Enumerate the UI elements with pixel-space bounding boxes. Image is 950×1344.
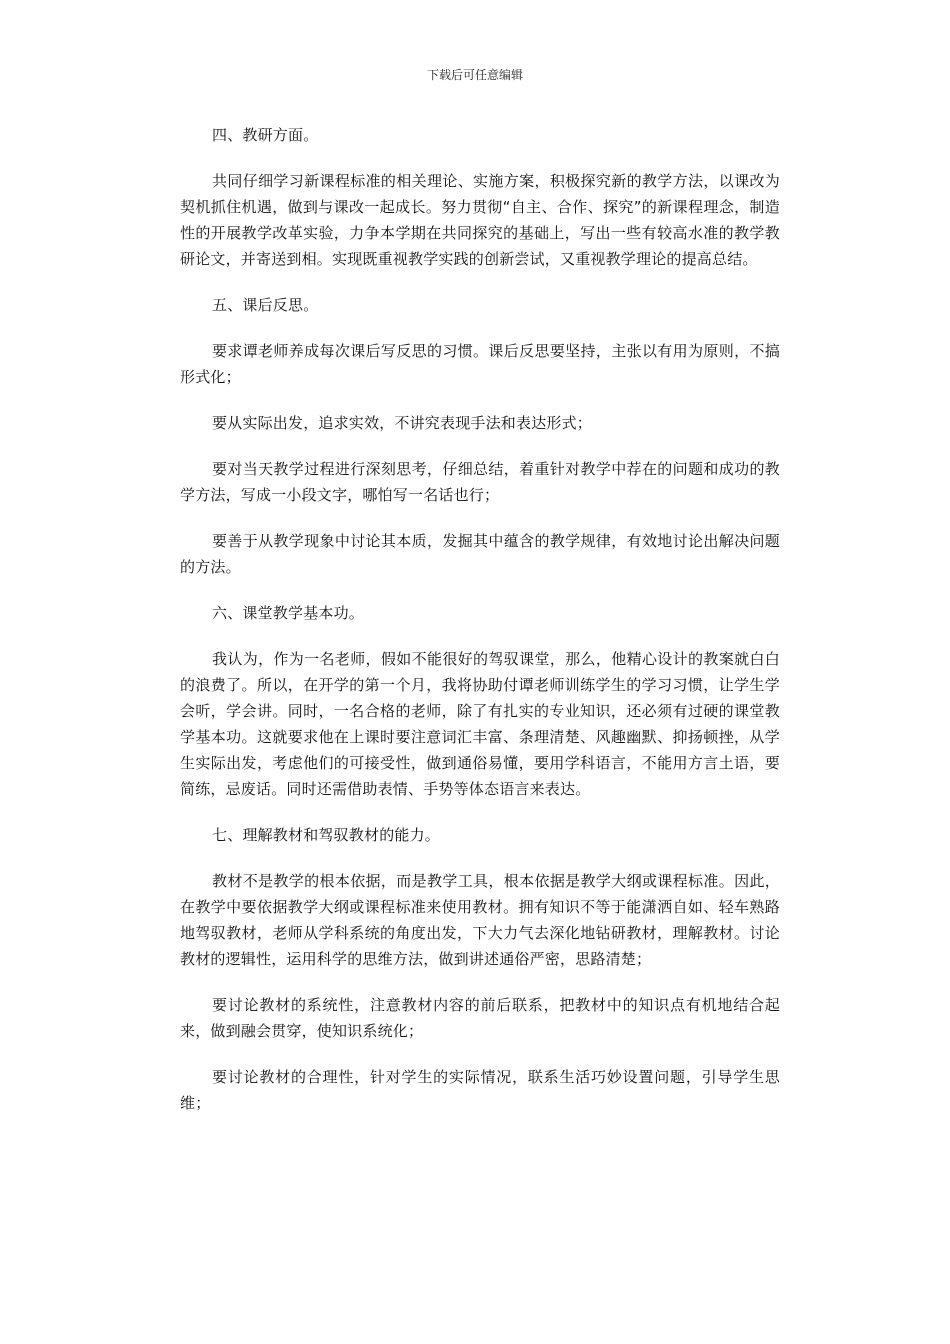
document-body — [180, 122, 780, 1116]
section-heading-research: 四、教研方面。 — [212, 126, 319, 144]
paragraph: 要从实际出发，追求实效，不讲究表现手法和表达形式； — [212, 414, 593, 432]
section-heading-reflection: 五、课后反思。 — [212, 296, 319, 314]
paragraph: 要讨论教材的系统性，注意教材内容的前后联系，把教材中的知识点有机地结合起来，做到融会贯穿，使知识系统化； — [180, 996, 780, 1040]
paragraph: 要对当天教学过程进行深刻思考，仔细总结，着重针对教学中荐在的问题和成功的教学方法，写成一小段文字，哪怕写一名话也行； — [180, 460, 780, 504]
section-heading-classroom-skills: 六、课堂教学基本功。 — [212, 604, 365, 622]
paragraph: 共同仔细学习新课程标准的相关理论、实施方案，积极探究新的教学方法，以课改为契机抓住机遇，做到与课改一起成长。努力贯彻“自主、合作、探究”的新课程理念，制造性的开展教学改革实验，力争本学期在共同探究的基础上，写出一些有较高水准的教学教研论文，并寄送到相。实现既重视教学实践的创新尝试，又重视教学理论的提高总结。 — [180, 172, 780, 268]
paragraph: 要讨论教材的合理性，针对学生的实际情况，联系生活巧妙设置问题，引导学生思维； — [180, 1068, 780, 1112]
paragraph: 我认为，作为一名老师，假如不能很好的驾驭课堂，那么，他精心设计的教案就白白的浪费了。所以，在开学的第一个月，我将协助付谭老师训练学生的学习习惯，让学生学会听，学会讲。同时，一名合格的老师，除了有扎实的专业知识，还必须有过硬的课堂教学基本功。这就要求他在上课时要注意词汇丰富、条理清楚、风趣幽默、抑扬顿挫，从学生实际出发，考虑他们的可接受性，做到通俗易懂，要用学科语言，不能用方言土语，要简练，忌废话。同时还需借助表情、手势等体态语言来表达。 — [180, 650, 780, 798]
paragraph: 要求谭老师养成每次课后写反思的习惯。课后反思要坚持，主张以有用为原则，不搞形式化； — [180, 342, 780, 386]
paragraph: 要善于从教学现象中讨论其本质，发掘其中蕴含的教学规律，有效地讨论出解决问题的方法。 — [180, 532, 780, 576]
page-header-note: 下载后可任意编辑 — [426, 68, 523, 82]
paragraph: 教材不是教学的根本依据，而是教学工具，根本依据是教学大纲或课程标准。因此，在教学中要依据教学大纲或课程标准来使用教材。拥有知识不等于能潇洒自如、轻车熟路地驾驭教材，老师从学科系统的角度出发，下大力气去深化地钻研教材，理解教材。讨论教材的逻辑性，运用科学的思维方法，做到讲述通俗严密，思路清楚； — [180, 872, 780, 968]
section-heading-textbook: 七、理解教材和驾驭教材的能力。 — [212, 826, 441, 844]
